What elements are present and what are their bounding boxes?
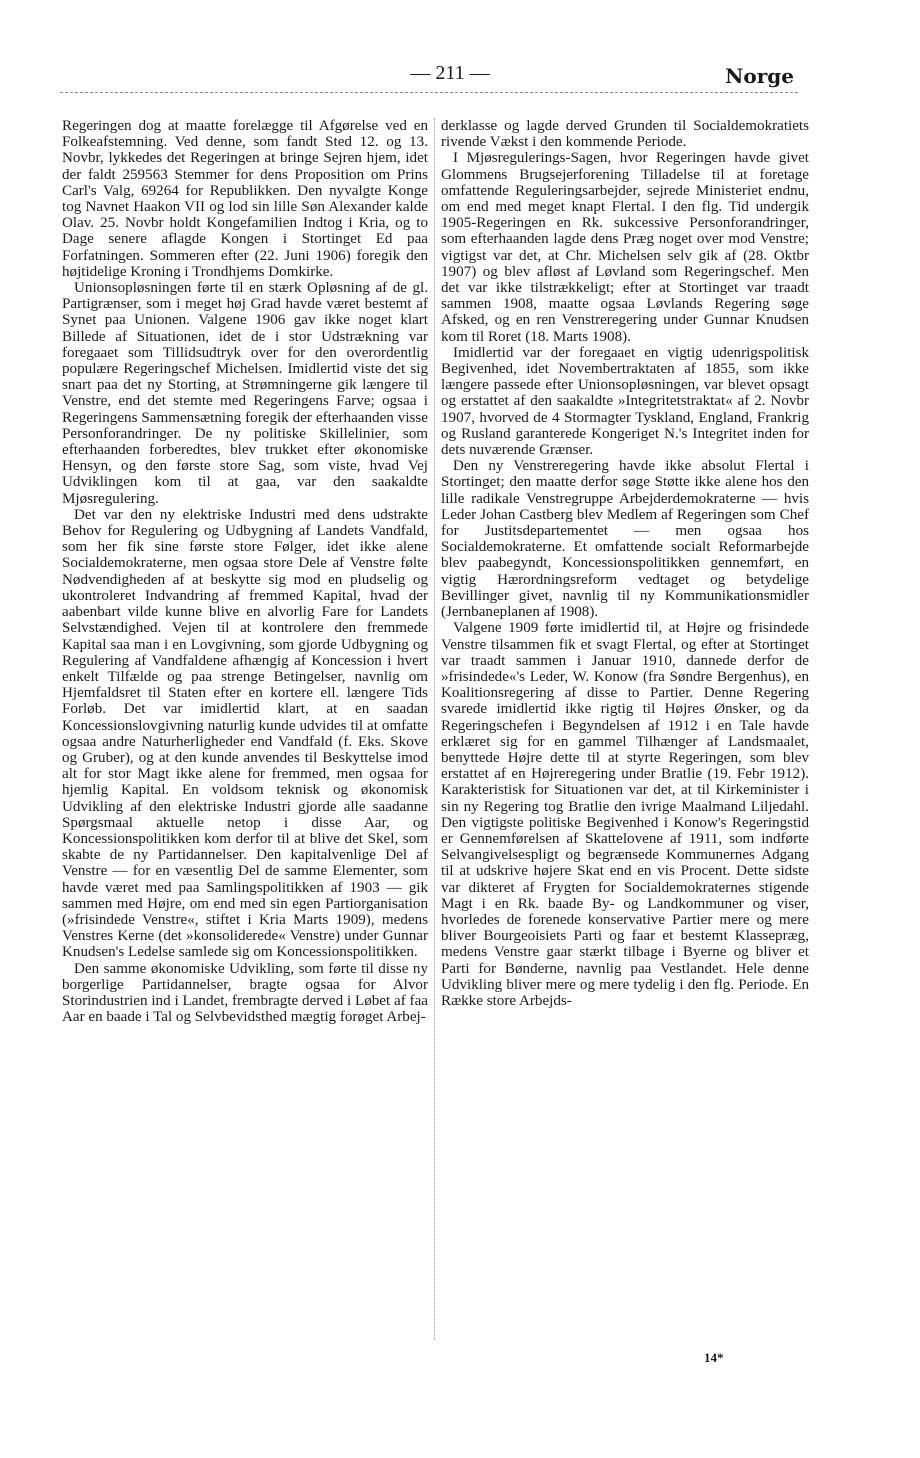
- paragraph: Den samme økonomiske Udvikling, som førte til disse ny borgerlige Partidannelser, bragte ogsaa for Alvor Storindustrien ind i Landet, frembragte derved i Løbet af faa Aar en baade i Tal og Selvbevidsthed mægtig forøget Arbej-: [62, 960, 428, 1026]
- paragraph: Regeringen dog at maatte forelægge til Afgørelse ved en Folkeafstemning. Ved denne, som fandt Sted 12. og 13. Novbr, lykkedes det Regeringen at bringe Sejren hjem, idet der faldt 259563 Stemmer for dens Proposition om Prins Carl's Valg, 69264 for Republikken. Den nyvalgte Konge tog Navnet Haakon VII og lod sin lille Søn Alexander kalde Olav. 25. Novbr holdt Kongefamilien Indtog i Kria, og to Dage senere aflagde Kongen i Stortinget Ed paa Forfatningen. Sommeren efter (22. Juni 1906) foregik den højtidelige Kroning i Trondhjems Domkirke.: [62, 118, 428, 280]
- right-column: [441, 118, 809, 1009]
- header-rule: [60, 92, 798, 93]
- page-header: [0, 62, 920, 92]
- paragraph: Unionsopløsningen førte til en stærk Opløsning af de gl. Partigrænser, som i meget høj Grad havde været bestemt af Synet paa Unionen. Valgene 1906 gav ikke noget klart Billede af Situationen, idet de i stor Udstrækning var foregaaet som Tillidsudtryk over for den overordentlig populære Regeringschef Michelsen. Imidlertid viste det sig snart paa det ny Storting, at Strømningerne gik længere til Venstre, end det stemte med Regeringens Farve; ogsaa i Regeringens Sammensætning foregik der efterhaanden visse Personforandringer. De ny politiske Skillelinier, som efterhaanden forberedtes, blev trukket efter økonomiske Hensyn, og den første store Sag, som viste, hvad Vej Udviklingen kom til at gaa, var den saakaldte Mjøsregulering.: [62, 280, 428, 507]
- paragraph: Det var den ny elektriske Industri med dens udstrakte Behov for Regulering og Udbygning af Landets Vandfald, som her fik sine første store Følger, idet ikke alene Socialdemokraterne, men ogsaa store Dele af Venstre følte Nødvendigheden af at beskytte sig mod en pludselig og ukontroleret Indvandring af fremmed Kapital, hvad der aabenbart vilde kunne blive en alvorlig Fare for Landets Selvstændighed. Vejen til at kontrolere den fremmede Kapital saa man i en Lovgivning, som gjorde Udbygning og Regulering af Vandfaldene afhængig af Koncession i hvert enkelt Tilfælde og paa strenge Betingelser, navnlig om Hjemfaldsret til Staten efter en kortere ell. længere Tids Forløb. Det var imidlertid klart, at en saadan Koncessionslovgivning naturlig kunde udvides til at omfatte ogsaa andre Naturherligheder end Vandfald (f. Eks. Skove og Gruber), og at den kunde anvendes til Beskyttelse imod alt for stor Magt ikke alene for fremmed, men ogsaa for hjemlig Kapital. En voldsom teknisk og økonomisk Udvikling af den elektriske Industri gjorde alle saadanne Spørgsmaal aktuelle netop i disse Aar, og Koncessionspolitikken kom derfor til at blive det Skel, som skabte de ny Partidannelser. Den kapitalvenlige Del af Venstre — for en væsentlig Del de samme Elementer, som havde været med paa Samlingspolitikken af 1903 — gik sammen med Højre, om end med sin egen Partiorganisation (»frisindede Venstre«, stiftet i Kria Marts 1909), medens Venstres Kerne (det »konsoliderede« Venstre) under Gunnar Knudsen's Ledelse samlede sig om Koncessionspolitikken.: [62, 506, 428, 961]
- column-divider: [434, 118, 435, 1340]
- paragraph: I Mjøsregulerings-Sagen, hvor Regeringen havde givet Glommens Brugsejerforening Tilladelse til at foretage omfattende Reguleringsarbejder, sejrede Ministeriet endnu, om end med meget knapt Flertal. I den flg. Tid undergik 1905-Regeringen en Rk. sukcessive Personforandringer, som efterhaanden lagde dens Præg noget over mod Venstre; vigtigst var det, at Chr. Michelsen selv gik af (28. Oktbr 1907) og blev afløst af Løvland som Regeringschef. Men det var ikke tilstrækkeligt; efter at Stortinget var traadt sammen 1908, maatte ogsaa Løvlands Regering søge Afsked, og en ren Venstreregering under Gunnar Knudsen kom til Roret (18. Marts 1908).: [441, 150, 809, 345]
- paragraph: Valgene 1909 førte imidlertid til, at Højre og frisindede Venstre tilsammen fik et svagt Flertal, og efter at Stortinget var traadt sammen i Januar 1910, dannede derfor de »frisindede«'s Leder, W. Konow (fra Søndre Bergenhus), en Koalitionsregering af disse to Partier. Denne Regering svarede imidlertid ikke rigtig til Højres Ønsker, og da Regeringschefen i Begyndelsen af 1912 i en Tale havde erklæret sig for en gammel Tilhænger af Landsmaalet, benyttede Højre dette til at styrte Regeringen, som blev erstattet af en Højreregering under Bratlie (19. Febr 1912). Karakteristisk for Situationen var det, at til Kirkeminister i sin ny Regering tog Bratlie den ivrige Maalmand Liljedahl. Den vigtigste politiske Begivenhed i Konow's Regeringstid er Gennemførelsen af Skattelovene af 1911, som indførte Selvangivelsespligt og begrænsede Kommunernes Adgang til at udskrive højere Skat end en vis Procent. Dette sidste var dikteret af Frygten for Socialdemokraternes stigende Magt i en Rk. baade By- og Landkommuner og viser, hvorledes de forenede konservative Partier mere og mere bliver Bourgeoisiets Parti og faar et bestemt Klassepræg, medens Venstre gaar stærkt tilbage i Byerne og bliver et Parti for Bønderne, navnlig paa Vestlandet. Hele denne Udvikling bliver mere og mere tydelig i den flg. Periode. En Række store Arbejds-: [441, 620, 809, 1009]
- left-column: [62, 118, 428, 1025]
- paragraph: Imidlertid var der foregaaet en vigtig udenrigspolitisk Begivenhed, idet Novembertraktaten af 1855, som ikke længere passede efter Unionsopløsningen, var blevet opsagt og erstattet af den saakaldte »Integritetstraktat« af 2. Novbr 1907, hvorved de 4 Stormagter Tyskland, England, Frankrig og Rusland garanterede Kongeriget N.'s Integritet inden for dets nuværende Grænser.: [441, 344, 809, 459]
- paragraph: Den ny Venstreregering havde ikke absolut Flertal i Stortinget; den maatte derfor søge Støtte ikke alene hos den lille radikale Venstregruppe Arbejderdemokraterne — hvis Leder Johan Castberg blev Medlem af Regeringen som Chef for Justitsdepartementet — men ogsaa hos Socialdemokraterne. Et omfattende socialt Reformarbejde blev paabegyndt, Koncessionspolitikken gennemført, en vigtig Hærordningsreform vedtaget og betydelige Bevillinger givet, navnlig til ny Kommunikationsmidler (Jernbaneplanen af 1908).: [441, 458, 809, 621]
- page-number: — 211 —: [410, 62, 490, 84]
- signature-mark: 14*: [704, 1350, 724, 1365]
- section-title: Norge: [725, 64, 794, 88]
- paragraph: derklasse og lagde derved Grunden til Socialdemokratiets rivende Vækst i den kommende Periode.: [441, 118, 809, 151]
